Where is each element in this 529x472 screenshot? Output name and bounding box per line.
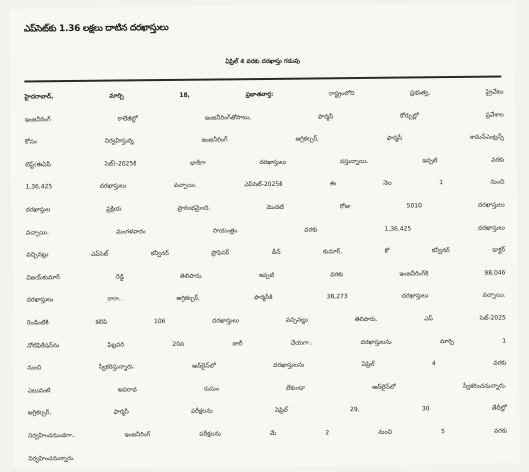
body-line: నిర్వహించనుండగా.. ఇంజనీరింగ్ పరీక్షలను మే 2 నుంచి 5 వరకు xyxy=(28,427,508,440)
body-line: నుంచి స్వీకరిస్తున్నారు. ఆన్‌లైన్‌లో దరఖాస్తులను ఏప్రిల్ 4 వరకు xyxy=(27,359,507,372)
body-line: అగ్రికల్చర్, ఫార్మసీ పరీక్షలను ఏప్రిల్ 29, 30 తేదీల్లో xyxy=(27,404,507,417)
body-line: నిర్వహించనున్నారు. xyxy=(28,454,75,462)
body-line: దరఖాస్తుల ప్రక్రియ ప్రారంభమైంది. మొదటి రోజు 5010 దరఖాస్తులు xyxy=(25,201,505,214)
body-line: కోసం నిర్వహిస్తున్న ఇంజనీరింగ్ అగ్రికల్చర్, ఫార్మసీ కామన్‌ఎంట్రన్స్ xyxy=(24,133,505,146)
body-line: దరఖాస్తులు రాగా.. అగ్రికల్చర్, ఫార్మసీకి 38,273 దరఖాస్తులు వచ్చాయి. xyxy=(26,291,506,304)
news-clipping xyxy=(10,3,520,468)
body-line: ఎటువంటి అపరాధ రుసుం లేకుండా ఆన్‌లైన్‌లో స్వీకరించనున్నారు. xyxy=(27,382,507,395)
body-line: టెస్ట్(ఈఏపీ సెట్)-2025కి భారీగా దరఖాస్తులు వస్తున్నాయి. ఇప్పటి వరకు xyxy=(25,156,505,169)
article-body xyxy=(10,77,519,468)
headline: ఎప్‌సెట్‌కు 1.36 లక్షలు దాటిన దరఖాస్తులు xyxy=(23,22,169,35)
body-line: వచ్చినట్లు ఎప్‌సెట్ కన్వీనర్ ప్రొఫెసర్ డీన్ కుమార్, కో కన్వీనర్ డాక్టర్ xyxy=(26,246,506,259)
body-line: వచ్చాయి. మంగళవారం సాయంత్రం వరకు 1,36,425 దరఖాస్తులు xyxy=(25,224,505,237)
dateline: హైదరాబాద్, మార్చి 18, ప్రభాతవార్త: xyxy=(24,90,274,101)
body-line: 1,36,425 దరఖాస్తులు వచ్చాయి. ఎప్‌సెట్-2025కి ఈ నెల 1 నుంచి xyxy=(25,178,505,191)
subheadline: ఏప్రిల్ 4 వరకు దరఖాస్తు గడువు xyxy=(225,57,301,66)
body-line: నోటిఫికేషన్‌ను ఫిబ్రవరి 20న జారీ చేయగా.. దరఖాస్తులను మార్చి 1 xyxy=(27,337,507,350)
body-line-0: రాష్ట్రంలోని ప్రభుత్వ, ప్రైవేటు xyxy=(328,88,504,98)
paragraph xyxy=(24,81,507,468)
body-line: రెండింటికి కలిపి 106 దరఖాస్తులు వచ్చినట్టు తెలిపారు. ఎప్ సెట్-2025 xyxy=(26,314,506,327)
body-line: విజయ్‌కుమార్ రెడ్డి తెలిపారు. ఇప్పటి వరకు ఇంజనీరింగ్‌కి 98,046 xyxy=(26,269,506,282)
body-line: ఇంజనీరింగ్ కాలేజీల్లో ఇంజనీరింగ్‌తోపాటు, ఫార్మసీ కోర్సుల్లో ప్రవేశాల xyxy=(24,111,504,124)
